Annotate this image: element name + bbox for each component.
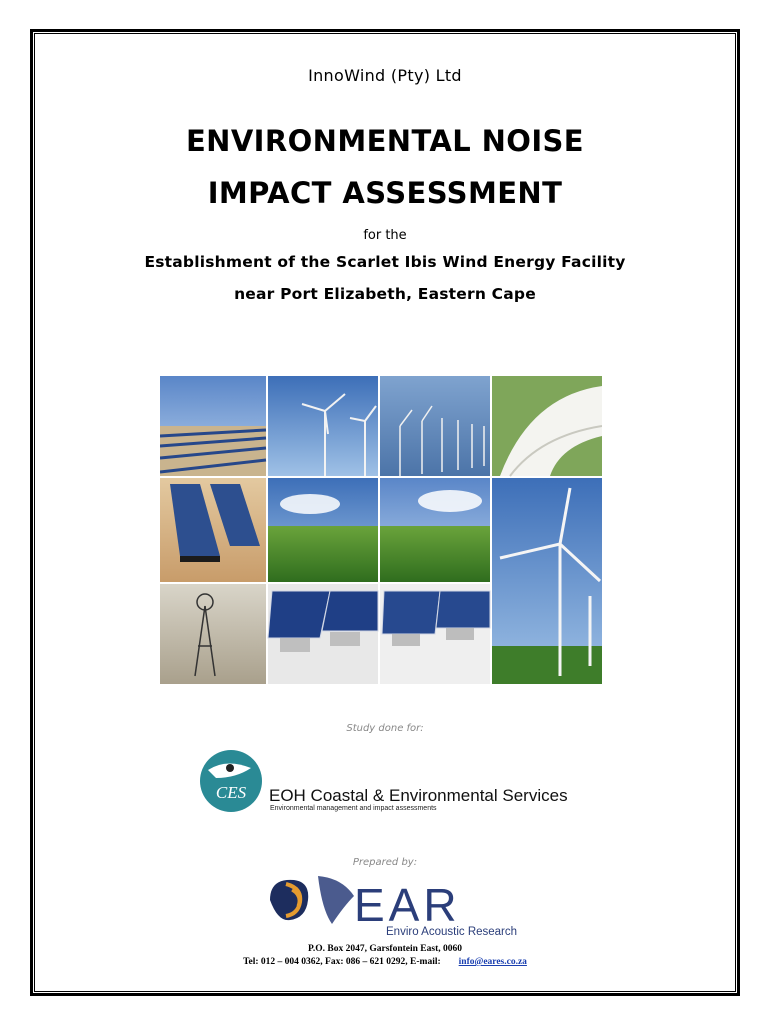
turbine-blade-closeup-tile <box>492 376 602 476</box>
subtitle-line1: Establishment of the Scarlet Ibis Wind Energy Facility <box>144 253 626 271</box>
for-the-text: for the <box>363 228 407 243</box>
ces-logo <box>196 748 274 814</box>
contact-line <box>0 957 770 967</box>
energy-photo-collage <box>160 376 602 684</box>
windmill-tile <box>160 584 266 684</box>
solar-field-tile <box>160 376 266 476</box>
wind-turbines-sky-tile <box>492 478 602 684</box>
ear-logo-icon <box>262 870 362 930</box>
wind-turbines-row-tile <box>268 376 378 476</box>
ear-logo-wordmark: EAR <box>354 879 461 931</box>
green-field-tile <box>268 478 378 582</box>
email-link[interactable]: info@eares.co.za <box>458 957 527 967</box>
document-title-line1: ENVIRONMENTAL NOISE <box>185 124 585 158</box>
ear-company-name: Enviro Acoustic Research <box>386 926 518 938</box>
subtitle-line2: near Port Elizabeth, Eastern Cape <box>234 285 536 303</box>
green-field-2-tile <box>380 478 490 582</box>
ces-logo-icon <box>196 748 274 814</box>
study-done-for-label: Study done for: <box>346 723 424 734</box>
collage-svg <box>160 376 602 684</box>
document-title-line2: IMPACT ASSESSMENT <box>207 176 563 210</box>
company-name: InnoWind (Pty) Ltd <box>308 66 462 85</box>
prepared-by-label: Prepared by: <box>352 857 418 868</box>
ear-logo <box>262 870 362 930</box>
client-tagline: Environmental management and impact assessments <box>270 805 437 812</box>
solar-panels-tile <box>268 584 378 684</box>
offshore-turbines-tile <box>380 376 490 476</box>
client-name: EOH Coastal & Environmental Services <box>269 786 568 805</box>
ces-logo-text: CES <box>215 783 247 802</box>
solar-troughs-tile <box>160 478 266 582</box>
postal-address: P.O. Box 2047, Garsfontein East, 0060 <box>307 944 463 954</box>
solar-panels-2-tile <box>380 584 490 684</box>
contact-phone-fax: Tel: 012 – 004 0362, Fax: 086 – 621 0292, E-mail: <box>243 957 441 967</box>
